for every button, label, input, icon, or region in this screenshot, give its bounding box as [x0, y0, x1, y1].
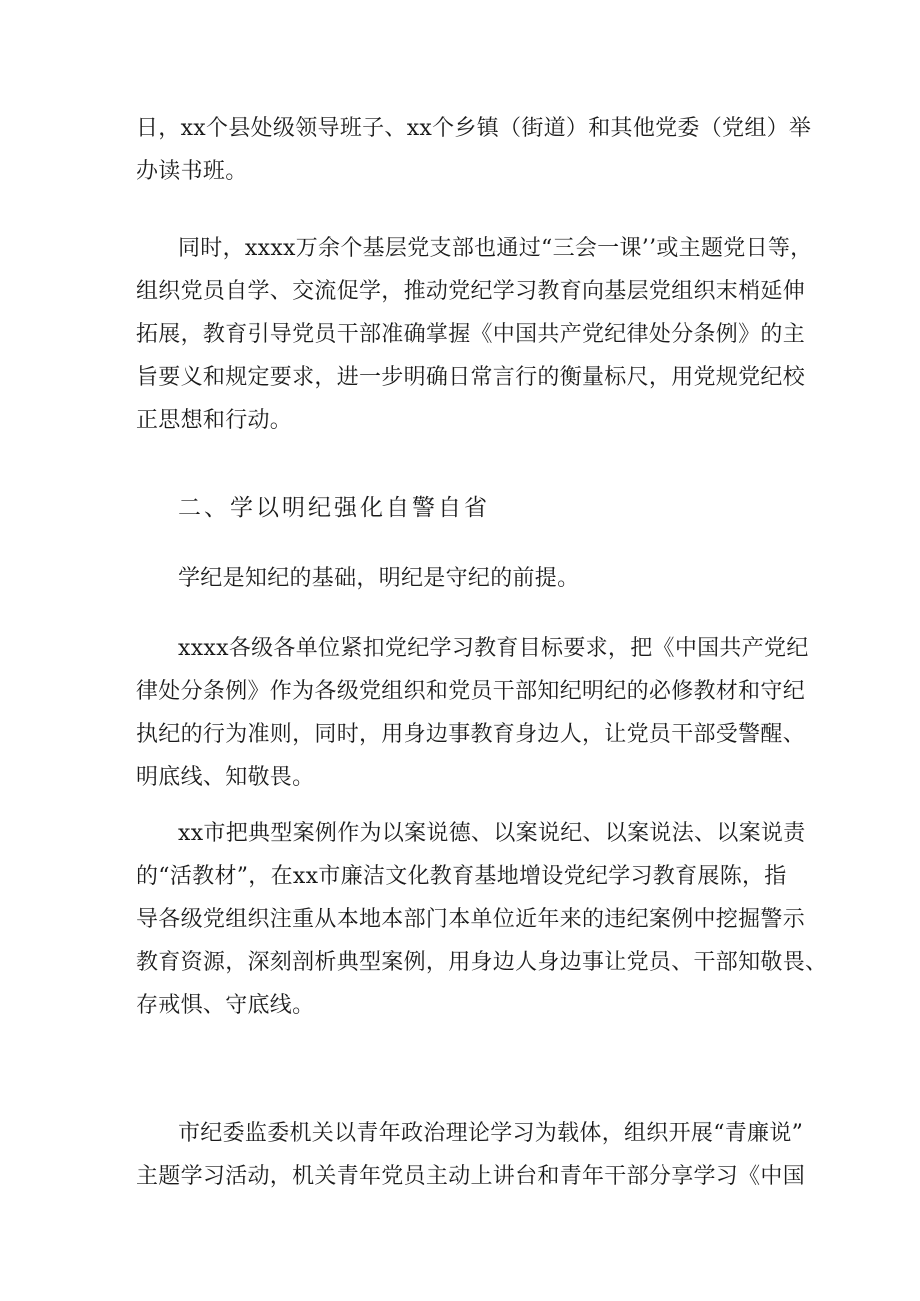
paragraph-typical-cases: [136, 812, 828, 1027]
text-line: 明底线、知敬畏。: [136, 765, 315, 790]
text-line: 同时，xxxx万余个基层党支部也通过“三会一课’’或主题党日等，: [178, 236, 813, 261]
text-line: 执纪的行为准则，同时，用身边事教育身边人，让党员干部受警醒、: [136, 722, 806, 747]
paragraph-intro-sentence: [136, 557, 800, 600]
paragraph-grassroots-branches: [136, 227, 813, 442]
text-line: 存戒惧、守底线。: [136, 993, 315, 1018]
text-line: 拓展，教育引导党员干部准确掌握《中国共产党纪律处分条例》的主: [136, 322, 806, 347]
text-line: 办读书班。: [136, 159, 248, 184]
section-heading: [136, 487, 800, 530]
heading-text: 二、学以明纪强化自警自省: [178, 495, 490, 521]
text-line: 教育资源，深刻剖析典型案例，用身边人身边事让党员、干部知敬畏、: [136, 950, 828, 975]
text-line: 日，xx个县处级领导班子、xx个乡镇（街道）和其他党委（党组）举: [136, 116, 812, 141]
paragraph-units-requirements: [136, 627, 809, 799]
text-line: 市纪委监委机关以青年政治理论学习为载体，组织开展“青廉说”: [178, 1121, 804, 1146]
paragraph-reading-class: [136, 107, 812, 193]
text-line: 的“活教材”，在xx市廉洁文化教育基地增设党纪学习教育展陈，指: [136, 864, 787, 889]
text-line: 旨要义和规定要求，进一步明确日常言行的衡量标尺，用党规党纪校: [136, 365, 806, 390]
text-line: 律处分条例》作为各级党组织和党员干部知纪明纪的必修教材和守纪: [136, 679, 806, 704]
text-line: 正思想和行动。: [136, 408, 293, 433]
text-line: 导各级党组织注重从本地本部门本单位近年来的违纪案例中挖掘警示: [136, 907, 806, 932]
text-line: xx市把典型案例作为以案说德、以案说纪、以案说法、以案说责: [178, 821, 806, 846]
text-line: 学纪是知纪的基础，明纪是守纪的前提。: [178, 566, 580, 591]
text-line: 主题学习活动，机关青年党员主动上讲台和青年干部分享学习《中国: [136, 1164, 806, 1189]
text-line: 组织党员自学、交流促学，推动党纪学习教育向基层党组织末梢延伸: [136, 279, 806, 304]
paragraph-youth-activity: [136, 1112, 806, 1198]
text-line: xxxx各级各单位紧扣党纪学习教育目标要求，把《中国共产党纪: [178, 636, 809, 661]
